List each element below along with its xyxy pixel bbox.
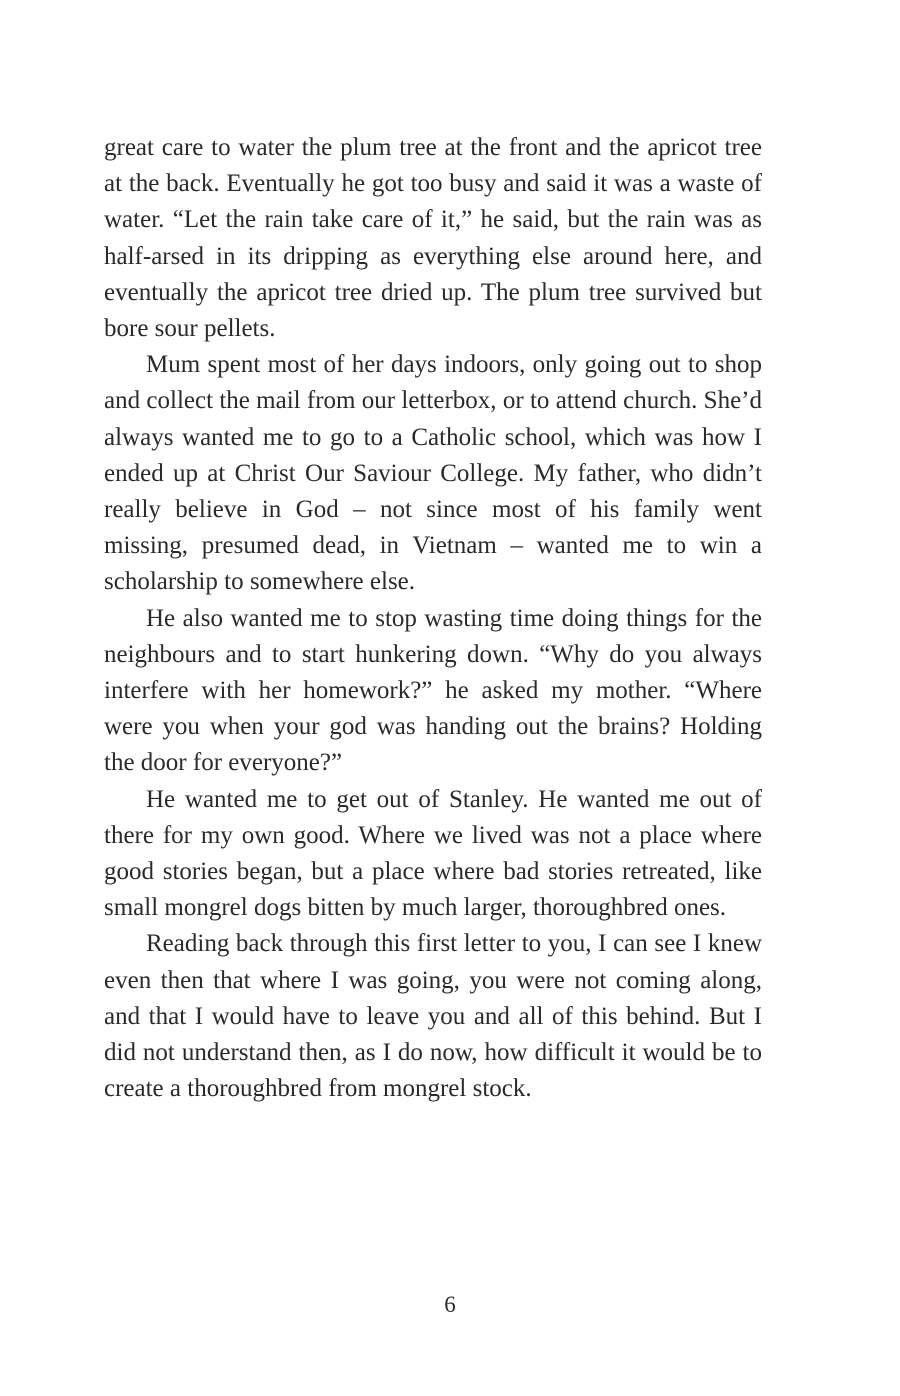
body-text [104, 130, 762, 1107]
paragraph-letter: Reading back through this first letter to you, I can see I knew even then that where I was going, you were not coming along, and that I would have to leave you and all of this behind. But I did not understand then, as I do now, how difficult it would be to create a thoroughbred from mongrel stock. [104, 930, 762, 1103]
paragraph-mum: Mum spent most of her days indoors, only going out to shop and collect the mail from our letterbox, or to attend church. She’d always wanted me to go to a Catholic school, which was how I ended up at Christ Our Saviour College. My father, who didn’t really believe in God – not since most of his family went missing, presumed dead, in Vietnam – wanted me to win a scholarship to somewhere else. [104, 351, 762, 596]
paragraph-continued: great care to water the plum tree at the front and the apricot tree at the back. Eventually he got too busy and said it was a waste of water. “Let the rain take care of it,” he said, but the rain was as half-arsed in its dripping as everything else around here, and eventually the apricot tree dried up. The plum tree survived but bore sour pellets. [104, 134, 762, 343]
paragraph-stanley: He wanted me to get out of Stanley. He wanted me out of there for my own good. Where we lived was not a place where good stories began, but a place where bad stories retreated, like small mongrel dogs bitten by much larger, thoroughbred ones. [104, 785, 762, 922]
page-number: 6 [444, 1292, 456, 1317]
paragraph-neighbours: He also wanted me to stop wasting time doing things for the neighbours and to start hunkering down. “Why do you always interfere with her homework?” he asked my mother. “Where were you when your god was handing out the brains? Holding the door for everyone?” [104, 604, 762, 777]
